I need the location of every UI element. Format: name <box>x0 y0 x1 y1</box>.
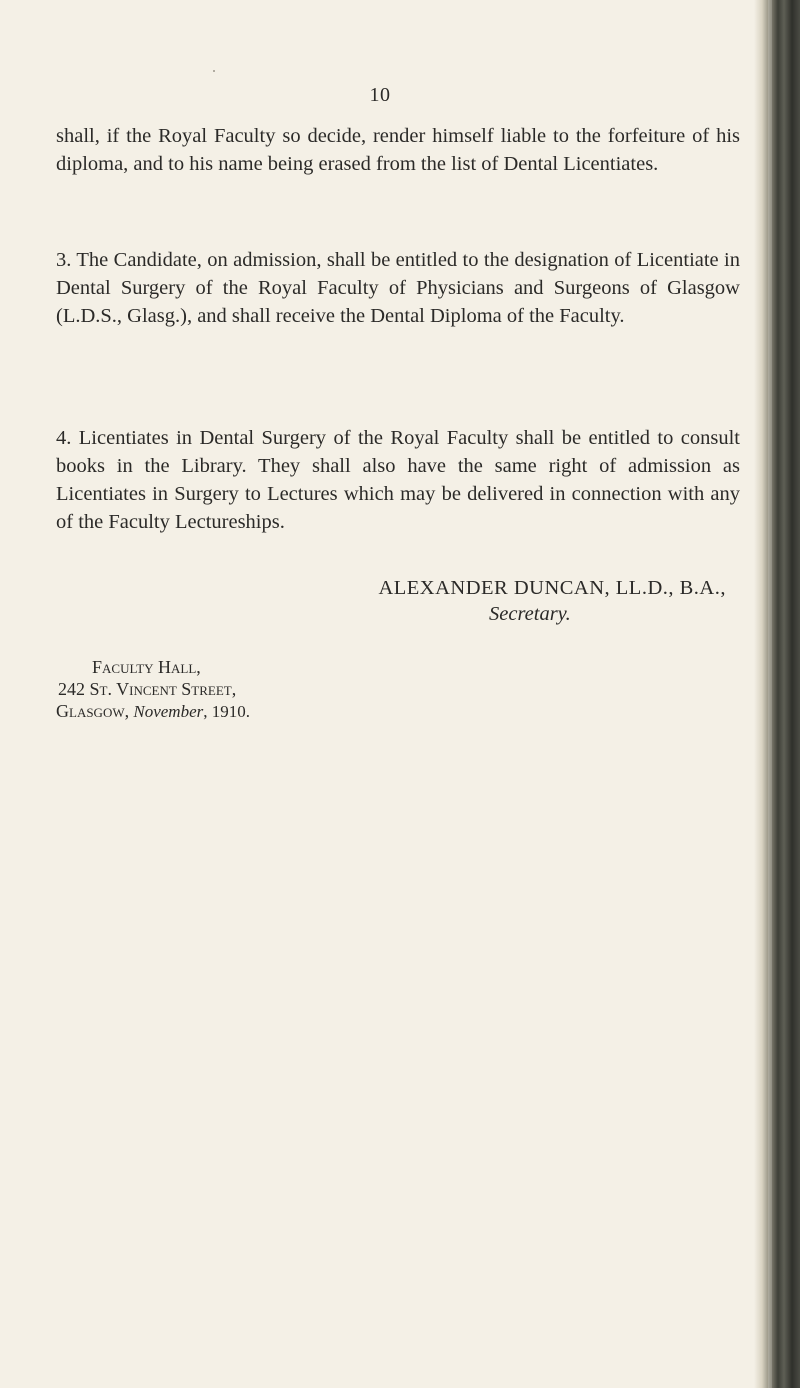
paragraph-4-library-rights: 4. Licentiates in Dental Surgery of the Royal Faculty shall be entitled to consult books in the Library. They shall also have the same right of admission as Licentiates in Surgery to Lectures which may be delivered in connection with any of the Faculty Lectureships. <box>56 427 740 533</box>
paragraph-continuation: shall, if the Royal Faculty so decide, render himself liable to the forfeiture of his diploma, and to his name being erased from the list of Dental Licentiates. <box>56 125 740 175</box>
paper-speck <box>213 70 215 72</box>
address-line-hall: Faculty Hall, <box>92 657 201 677</box>
address-line-street: 242 St. Vincent Street, <box>58 679 237 699</box>
page-number: 10 <box>369 84 391 106</box>
paragraph-3-designation: 3. The Candidate, on admission, shall be entitled to the designation of Licentiate in Dental Surgery of the Royal Faculty of Physicians and Surgeons of Glasgow (L.D.S., Glasg.), and shall receive the Dental Diploma of the Faculty. <box>56 249 740 327</box>
address-year: , 1910. <box>203 702 250 721</box>
address-block <box>56 656 250 723</box>
signature-name: ALEXANDER DUNCAN, LL.D., B.A., <box>378 577 726 599</box>
scan-binding-edge <box>754 0 800 1388</box>
address-city: Glasgow, <box>56 701 130 721</box>
signature-title: Secretary. <box>489 603 571 625</box>
address-line-city-date <box>56 700 250 723</box>
address-month: November <box>133 702 204 721</box>
